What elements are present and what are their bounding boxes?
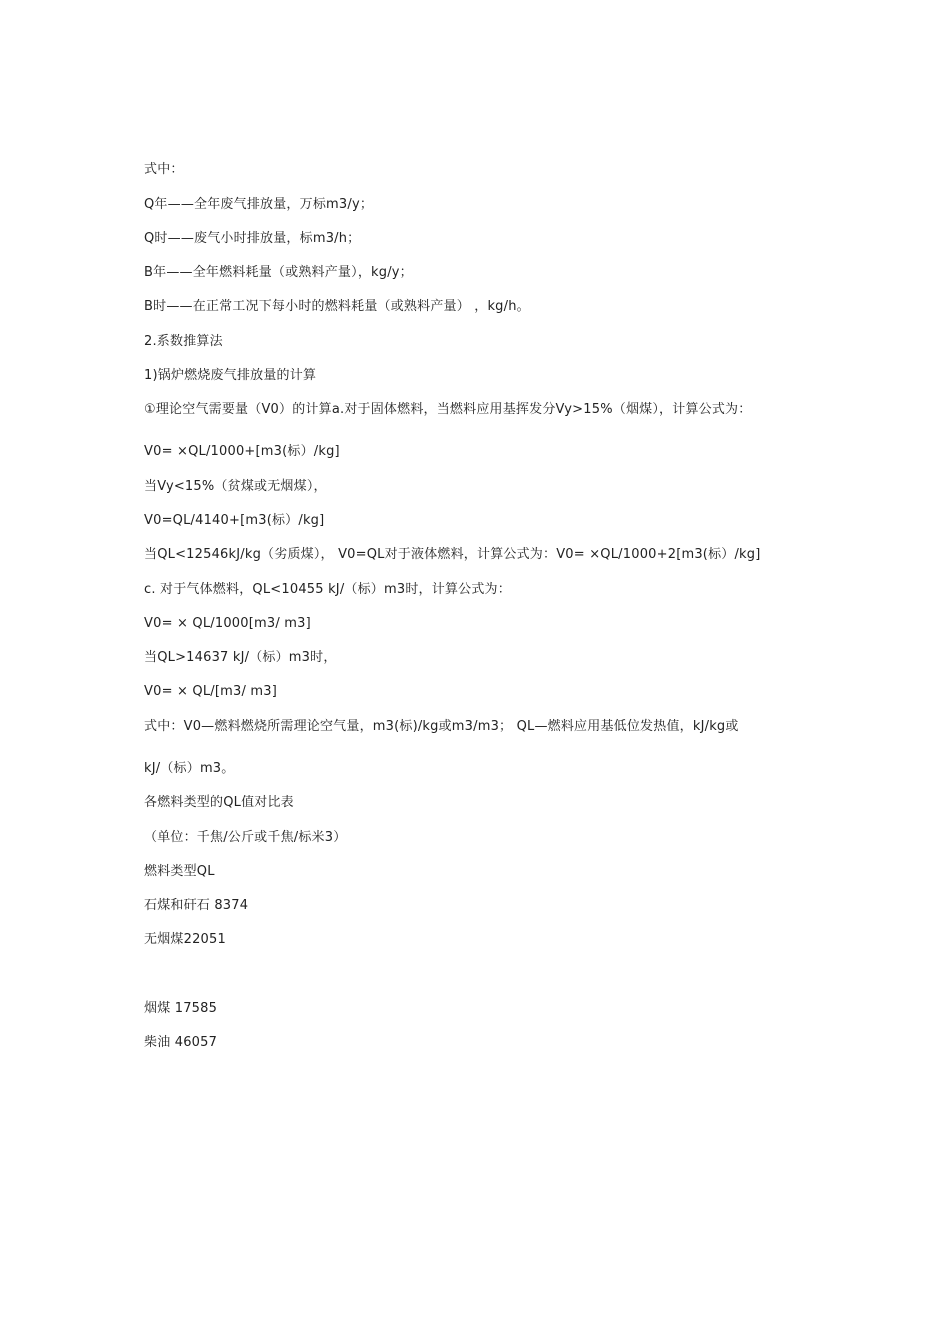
subsection-heading-boiler-exhaust: 1)锅炉燃烧废气排放量的计算 [144,368,317,383]
text-line-symbol-definitions-continued: kJ/（标）m3。 [144,761,235,776]
text-line-b-hour: B时——在正常工况下每小时的燃料耗量（或熟料产量） ，kg/h。 [144,299,530,314]
table-row-diesel: 柴油 46057 [144,1035,218,1050]
table-unit-note: （单位：千焦/公斤或千焦/标米3） [144,830,347,845]
table-row-anthracite: 无烟煤22051 [144,932,226,947]
text-line-q-hour: Q时——废气小时排放量，标m3/h； [144,231,361,246]
formula-v0-gas-high: V0= × QL/[m3/ m3] [144,684,277,699]
table-header-fuel-type-ql: 燃料类型QL [144,864,215,879]
text-line-liquid-fuel-formula: 当QL<12546kJ/kg（劣质煤）， V0=QL对于液体燃料，计算公式为：V0= ×QL/1000+2[m3(标）/kg] [144,547,761,562]
text-line-theoretical-air-solid-fuel: ①理论空气需要量（V0）的计算a.对于固体燃料，当燃料应用基挥发分Vy>15%（烟煤），计算公式为： [144,402,752,417]
text-line-vy-below-15: 当Vy<15%（贫煤或无烟煤）， [144,479,327,494]
text-line-symbol-definitions: 式中：V0—燃料燃烧所需理论空气量，m3(标)/kg或m3/m3； QL—燃料应用基低位发热值，kJ/kg或 [144,719,739,734]
text-line-gas-fuel-low: c. 对于气体燃料，QL<10455 kJ/（标）m3时，计算公式为： [144,582,511,597]
table-row-bituminous-coal: 烟煤 17585 [144,1001,218,1016]
table-row-stone-coal-gangue: 石煤和矸石 8374 [144,898,249,913]
text-line-gas-fuel-high: 当QL>14637 kJ/（标）m3时， [144,650,337,665]
section-heading-coefficient-method: 2.系数推算法 [144,334,223,349]
text-line-b-year: B年——全年燃料耗量（或熟料产量），kg/y； [144,265,413,280]
formula-v0-gas-low: V0= × QL/1000[m3/ m3] [144,616,311,631]
table-title-ql-comparison: 各燃料类型的QL值对比表 [144,795,294,810]
formula-v0-solid-low-volatile: V0=QL/4140+[m3(标）/kg] [144,513,325,528]
formula-v0-solid-high-volatile: V0= ×QL/1000+[m3(标）/kg] [144,444,340,459]
text-line-q-year: Q年——全年废气排放量，万标m3/y； [144,197,374,212]
text-line-formula-legend-heading: 式中： [144,162,184,177]
